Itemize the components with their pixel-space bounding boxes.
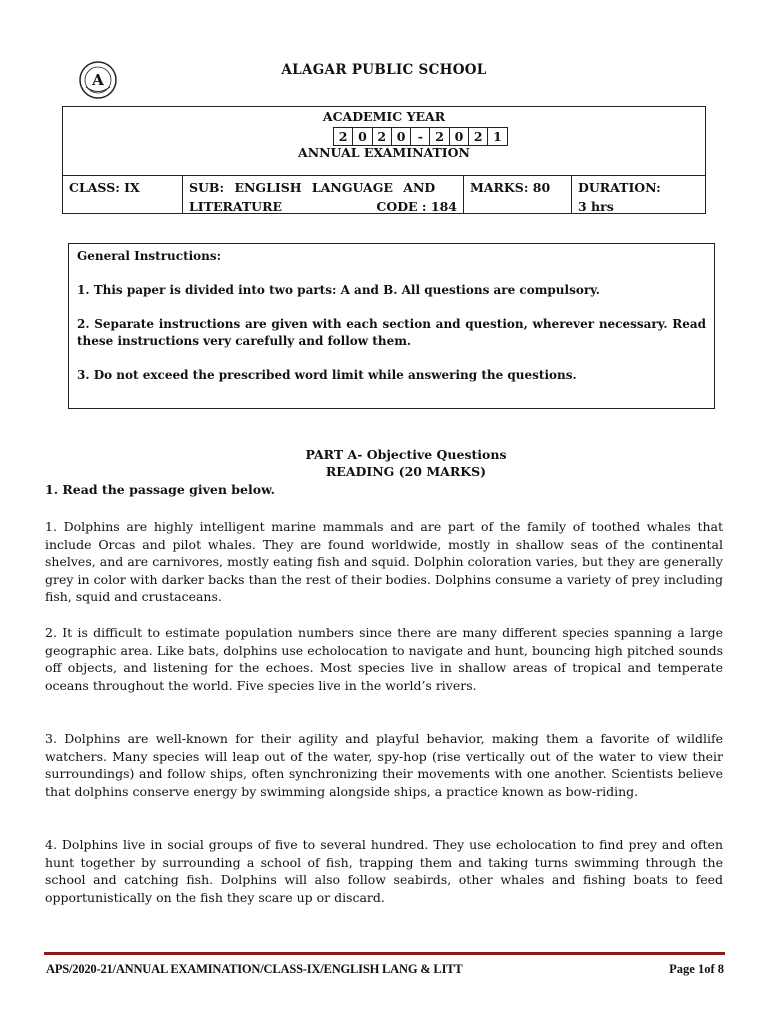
passage-text: 1. Dolphins are highly intelligent marine mammals and are part of the family of toothed whales that include Orcas and pilot whales. They are found worldwide, mostly in shallow seas of the continental shelves, and are carnivores, mostly eating fish and squid. Dolphin coloration varies, but they are generally grey in color with darker backs than the rest of their bodies. Dolphins consume a variety of prey including fish, squid and crustaceans. (45, 519, 723, 604)
subject-cell (183, 175, 464, 214)
subject-code: CODE : 184 (376, 199, 457, 214)
passage-paragraph (45, 836, 723, 906)
exam-title: ANNUAL EXAMINATION (298, 145, 470, 160)
passage-paragraph (45, 730, 723, 800)
year-digit: 1 (493, 129, 502, 144)
reading-section-title: READING (20 MARKS) (325, 464, 487, 479)
passage-paragraph (45, 518, 723, 606)
subject-line-2 (189, 197, 457, 216)
class-cell: CLASS: IX (63, 175, 183, 214)
page-number: Page 1of 8 (669, 962, 724, 976)
logo-letter: A (92, 71, 104, 89)
year-digit: 2 (469, 128, 488, 145)
footer-exam-code: APS/2020-21/ANNUAL EXAMINATION/CLASS-IX/ENGLISH LANG & LITT (46, 962, 463, 976)
part-a-heading (0, 446, 768, 480)
year-digit: 2 (373, 128, 392, 145)
subject-line-1: SUB: ENGLISH LANGUAGE AND (189, 180, 436, 195)
academic-year-label: ACADEMIC YEAR (322, 109, 446, 124)
duration-value: 3 hrs (578, 199, 614, 214)
question-1: 1. Read the passage given below. (45, 482, 275, 497)
general-instructions-box (68, 243, 715, 409)
year-digit: 2 (334, 128, 353, 145)
instruction-item: 1. This paper is divided into two parts: A and B. All questions are compulsory. (77, 283, 600, 297)
instructions-title: General Instructions: (77, 249, 222, 263)
footer-divider (44, 952, 725, 955)
passage-text: 3. Dolphins are well-known for their agility and playful behavior, making them a favorite of wildlife watchers. Many species will leap out of the water, spy-hop (rise vertically out of the water to view their surroundings) and follow ships, often synchronizing their movements with one another. Scientists believe that dolphins conserve energy by swimming alongside ships, a practice known as bow-riding. (45, 731, 723, 799)
exam-header-table (62, 106, 706, 214)
year-digit: 2 (430, 128, 449, 145)
school-name: ALAGAR PUBLIC SCHOOL (281, 62, 487, 78)
instruction-item: 3. Do not exceed the prescribed word limit while answering the questions. (77, 368, 577, 382)
marks-cell: MARKS: 80 (464, 175, 572, 214)
passage-text: 4. Dolphins live in social groups of five to several hundred. They use echolocation to find prey and often hunt together by surrounding a school of fish, trapping them and taking turns swimming through the school and catching fish. Dolphins will also follow seabirds, other whales and fishing boats to feed opportunistically on the fish they scare up or discard. (45, 837, 723, 905)
exam-header-top (63, 107, 705, 176)
duration-label: DURATION: (578, 180, 661, 195)
duration-cell (572, 175, 705, 214)
year-digit: 0 (392, 128, 411, 145)
exam-details-row (63, 175, 705, 214)
academic-year-digits (333, 127, 508, 146)
part-a-title: PART A- Objective Questions (305, 447, 507, 462)
passage-paragraph (45, 624, 723, 694)
year-digit: 0 (353, 128, 372, 145)
year-digit: - (411, 128, 430, 145)
subject-literature: LITERATURE (189, 199, 282, 214)
year-digit: 0 (450, 128, 469, 145)
instruction-item: 2. Separate instructions are given with each section and question, wherever necessary. Read these instructions very carefully and follow them. (77, 317, 706, 348)
passage-text: 2. It is difficult to estimate population numbers since there are many different species spanning a large geographic area. Like bats, dolphins use echolocation to navigate and hunt, bouncing high pitched sounds off objects, and listening for the echoes. Most species live in shallow areas of tropical and temperate oceans throughout the world. Five species live in the world’s rivers. (45, 625, 723, 693)
